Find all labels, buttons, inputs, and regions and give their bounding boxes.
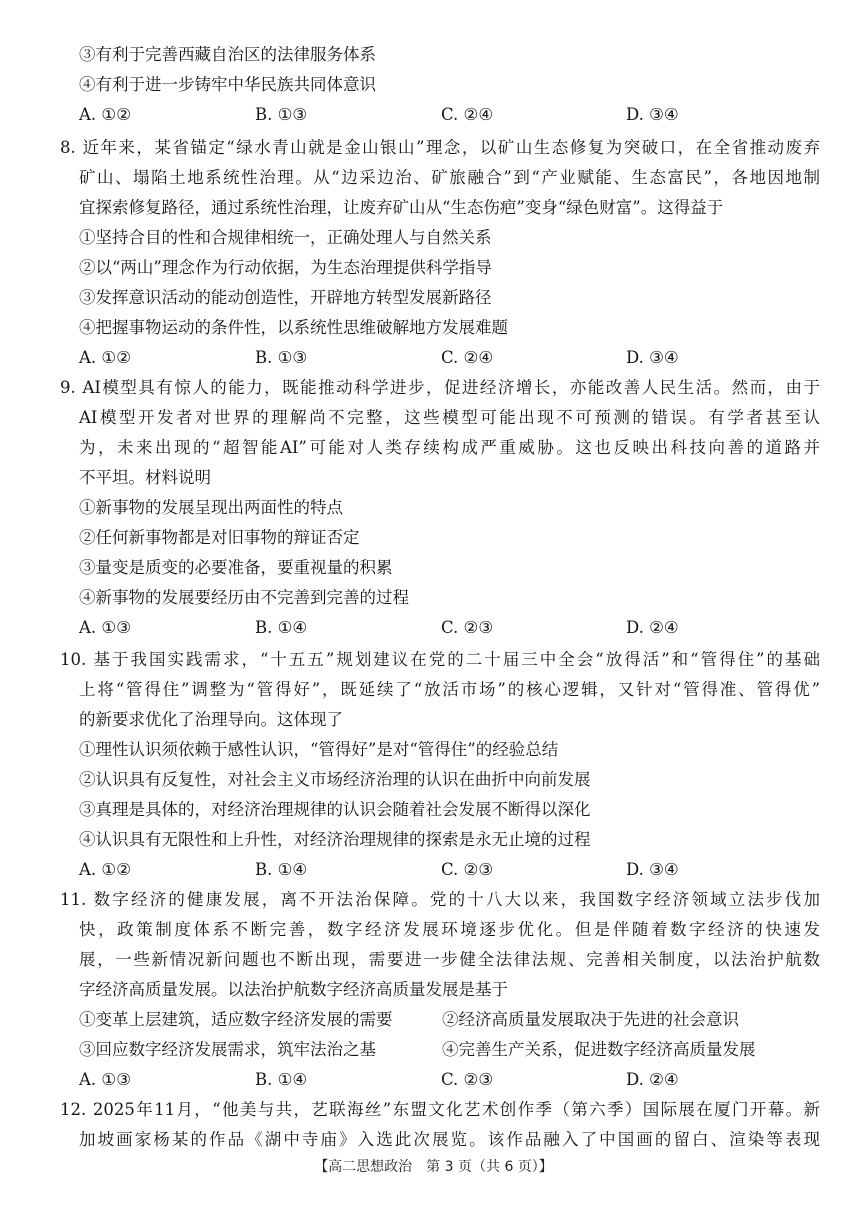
q11-option-b[interactable]: B. ①④ <box>255 1070 308 1089</box>
q10-options <box>79 858 819 882</box>
q10-statement-4: ④认识具有无限性和上升性，对经济治理规律的探索是永无止境的过程 <box>79 830 591 849</box>
q11-stem-line-1: 11. 数字经济的健康发展，离不开法治保障。党的十八大以来，我国数字经济领域立法步伐加 <box>60 890 820 909</box>
q11-statement-3: ③回应数字经济发展需求，筑牢法治之基 <box>79 1040 376 1059</box>
q7-option-b[interactable]: B. ①③ <box>255 105 308 124</box>
q8-statement-3: ③发挥意识活动的能动创造性，开辟地方转型发展新路径 <box>79 288 492 307</box>
q10-statement-2: ②认识具有反复性，对社会主义市场经济治理的认识在曲折中向前发展 <box>79 770 591 789</box>
q11-statement-1: ①变革上层建筑，适应数字经济发展的需要 <box>79 1010 393 1029</box>
q7-statement-3: ③有利于完善西藏自治区的法律服务体系 <box>79 45 376 64</box>
q9-stem-line-4: 不平坦。材料说明 <box>79 468 211 487</box>
q8-stem-line-2: 矿山、塌陷土地系统性治理。从“边采边治、矿旅融合”到“产业赋能、生态富民”，各地因地制 <box>79 168 820 187</box>
q7-option-d[interactable]: D. ③④ <box>626 105 679 124</box>
page-footer: 【高二思想政治 第 3 页（共 6 页）】 <box>314 1159 553 1175</box>
q9-stem-line-2: AI模型开发者对世界的理解尚不完整，这些模型可能出现不可预测的错误。有学者甚至认 <box>79 408 820 427</box>
q11-stem-line-2: 快，政策制度体系不断完善，数字经济发展环境逐步优化。但是伴随着数字经济的快速发 <box>79 920 820 939</box>
q8-stem-line-3: 宜探索修复路径，通过系统性治理，让废弃矿山从“生态伤疤”变身“绿色财富”。这得益于 <box>79 198 724 217</box>
q9-stem-line-3: 为，未来出现的“超智能AI”可能对人类存续构成严重威胁。这也反映出科技向善的道路并 <box>79 438 820 457</box>
q8-options <box>79 346 819 370</box>
q8-statement-2: ②以“两山”理念作为行动依据，为生态治理提供科学指导 <box>79 258 492 277</box>
q9-option-b[interactable]: B. ①④ <box>255 618 308 637</box>
q9-options <box>79 616 819 640</box>
q8-stem-line-1: 8. 近年来，某省锚定“绿水青山就是金山银山”理念，以矿山生态修复为突破口，在全省推动废弃 <box>60 138 820 157</box>
q10-stem-line-3: 的新要求优化了治理导向。这体现了 <box>79 710 343 729</box>
q12-stem-line-2: 加坡画家杨某的作品《湖中寺庙》入选此次展览。该作品融入了中国画的留白、渲染等表现 <box>79 1130 820 1149</box>
q10-option-a[interactable]: A. ①② <box>79 860 131 879</box>
q7-option-a[interactable]: A. ①② <box>79 105 131 124</box>
q11-option-d[interactable]: D. ②④ <box>626 1070 679 1089</box>
q10-option-b[interactable]: B. ①④ <box>255 860 308 879</box>
q8-option-c[interactable]: C. ②④ <box>441 348 494 367</box>
q9-option-c[interactable]: C. ②③ <box>441 618 494 637</box>
q8-option-a[interactable]: A. ①② <box>79 348 131 367</box>
q10-stem-line-1: 10. 基于我国实践需求，“十五五”规划建议在党的二十届三中全会“放得活”和“管得住”的基础 <box>60 650 820 669</box>
q11-statements-row-2 <box>79 1038 819 1062</box>
q9-option-a[interactable]: A. ①③ <box>79 618 131 637</box>
q11-stem-line-3: 展，一些新情况新问题也不断出现，需要进一步健全法律法规、完善相关制度，以法治护航数 <box>79 950 820 969</box>
q7-options <box>79 103 819 127</box>
q9-statement-1: ①新事物的发展呈现出两面性的特点 <box>79 498 343 517</box>
q9-statement-4: ④新事物的发展要经历由不完善到完善的过程 <box>79 588 409 607</box>
q10-option-d[interactable]: D. ③④ <box>626 860 679 879</box>
q8-option-b[interactable]: B. ①③ <box>255 348 308 367</box>
q11-statement-4: ④完善生产关系，促进数字经济高质量发展 <box>442 1040 756 1059</box>
q10-stem-line-2: 上将“管得住”调整为“管得好”，既延续了“放活市场”的核心逻辑，又针对“管得准、管得优” <box>79 680 820 699</box>
q11-options <box>79 1068 819 1092</box>
q11-option-a[interactable]: A. ①③ <box>79 1070 131 1089</box>
q8-statement-1: ①坚持合目的性和合规律相统一，正确处理人与自然关系 <box>79 228 492 247</box>
q9-statement-2: ②任何新事物都是对旧事物的辩证否定 <box>79 528 360 547</box>
q11-stem-line-4: 字经济高质量发展。以法治护航数字经济高质量发展是基于 <box>79 980 508 999</box>
q9-option-d[interactable]: D. ②④ <box>626 618 679 637</box>
q10-statement-1: ①理性认识须依赖于感性认识，“管得好”是对“管得住”的经验总结 <box>79 740 559 759</box>
q8-option-d[interactable]: D. ③④ <box>626 348 679 367</box>
q11-option-c[interactable]: C. ②③ <box>441 1070 494 1089</box>
q8-statement-4: ④把握事物运动的条件性，以系统性思维破解地方发展难题 <box>79 318 508 337</box>
q7-option-c[interactable]: C. ②④ <box>441 105 494 124</box>
q9-statement-3: ③量变是质变的必要准备，要重视量的积累 <box>79 558 393 577</box>
q10-option-c[interactable]: C. ②③ <box>441 860 494 879</box>
q10-statement-3: ③真理是具体的，对经济治理规律的认识会随着社会发展不断得以深化 <box>79 800 591 819</box>
q11-statement-2: ②经济高质量发展取决于先进的社会意识 <box>442 1010 739 1029</box>
q7-statement-4: ④有利于进一步铸牢中华民族共同体意识 <box>79 75 376 94</box>
q12-stem-line-1: 12. 2025年11月，“他美与共，艺联海丝”东盟文化艺术创作季（第六季）国际展在厦门开幕。新 <box>60 1100 820 1119</box>
q11-statements-row-1 <box>79 1008 819 1032</box>
q9-stem-line-1: 9. AI模型具有惊人的能力，既能推动科学进步，促进经济增长，亦能改善人民生活。然而，由于 <box>60 378 820 397</box>
